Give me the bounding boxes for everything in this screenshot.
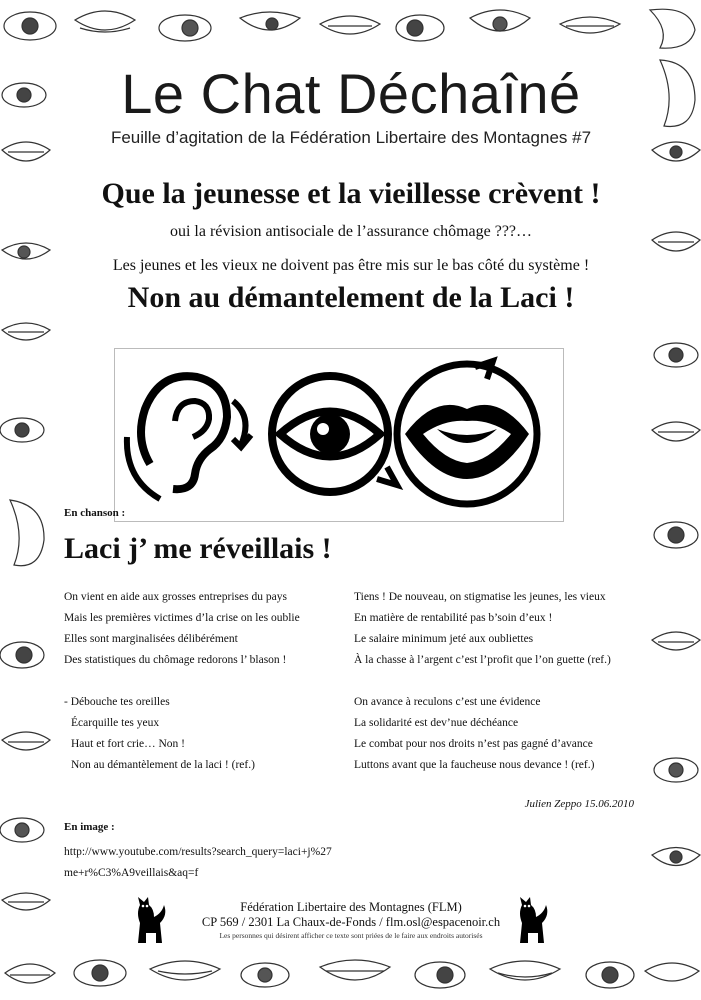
sub-line-2: Les jeunes et les vieux ne doivent pas être mis sur le bas côté du système ! bbox=[112, 257, 590, 274]
lyric-line: Non au démantèlement de la laci ! (ref.) bbox=[71, 759, 255, 771]
footer-org: Fédération Libertaire des Montagnes (FLM) bbox=[240, 900, 462, 914]
lyric-line: Tiens ! De nouveau, on stigmatise les jeunes, les vieux bbox=[354, 591, 606, 603]
lyric-line: On avance à reculons c’est une évidence bbox=[354, 696, 541, 708]
sketch-border-bottom bbox=[0, 947, 701, 1000]
sketch-border-right bbox=[650, 0, 701, 1000]
video-link[interactable] bbox=[64, 842, 364, 884]
masthead-subtitle: Feuille d’agitation de la Fédération Libertaire des Montagnes #7 bbox=[110, 128, 592, 147]
song-label: En chanson : bbox=[64, 507, 126, 519]
footer-notice: Les personnes qui désirent afficher ce texte sont priées de le faire aux endroits autorisés bbox=[219, 931, 483, 940]
lyric-line: En matière de rentabilité pas b’soin d’eux ! bbox=[354, 612, 553, 624]
lyric-line: Mais les premières victimes d’la crise on les oublie bbox=[64, 612, 300, 624]
headline-1: Que la jeunesse et la vieillesse crèvent ! bbox=[101, 177, 601, 210]
lyric-line: Des statistiques du chômage redorons l’ blason ! bbox=[64, 654, 287, 666]
lyric-line: Haut et fort crie… Non ! bbox=[71, 738, 186, 750]
poster-sheet bbox=[52, 55, 650, 947]
video-link-line-1[interactable]: http://www.youtube.com/results?search_query=laci+j%27 bbox=[64, 846, 332, 858]
song-title: Laci j’ me réveillais ! bbox=[64, 532, 332, 565]
video-link-line-2[interactable]: me+r%C3%A9veillais&aq=f bbox=[64, 867, 199, 879]
footer-address: CP 569 / 2301 La Chaux-de-Fonds / flm.osl@espacenoir.ch bbox=[201, 915, 501, 929]
mouth-icon bbox=[397, 361, 537, 504]
lyric-line: À la chasse à l’argent c’est l’profit que l’on guette (ref.) bbox=[354, 654, 611, 666]
eye-icon bbox=[272, 376, 397, 492]
song-column-right bbox=[354, 587, 644, 776]
headline-2: Non au démantelement de la Laci ! bbox=[127, 281, 575, 314]
lyric-line: Écarquille tes yeux bbox=[71, 717, 160, 729]
sub-line-1: oui la révision antisociale de l’assurance chômage ???… bbox=[169, 223, 533, 240]
author-signature: Julien Zeppo 15.06.2010 bbox=[524, 798, 634, 810]
lyric-line: Elles sont marginalisées délibérément bbox=[64, 633, 238, 645]
lyric-line: La solidarité est dev’nue déchéance bbox=[354, 717, 519, 729]
song-column-left bbox=[64, 587, 344, 776]
masthead-title: Le Chat Déchaîné bbox=[121, 62, 581, 125]
lyric-line: On vient en aide aux grosses entreprises du pays bbox=[64, 591, 287, 603]
ear-icon bbox=[127, 376, 251, 499]
lyric-line: Luttons avant que la faucheuse nous devance ! (ref.) bbox=[354, 759, 595, 771]
sketch-border-left bbox=[0, 0, 52, 1000]
footer bbox=[52, 900, 650, 941]
lyric-line: Le combat pour nos droits n’est pas gagné d’avance bbox=[354, 738, 593, 750]
image-label: En image : bbox=[64, 821, 115, 833]
pictogram-panel bbox=[114, 348, 564, 522]
sketch-border-top bbox=[0, 0, 701, 55]
lyric-line: - Débouche tes oreilles bbox=[64, 696, 170, 708]
lyric-line: Le salaire minimum jeté aux oubliettes bbox=[354, 633, 534, 645]
